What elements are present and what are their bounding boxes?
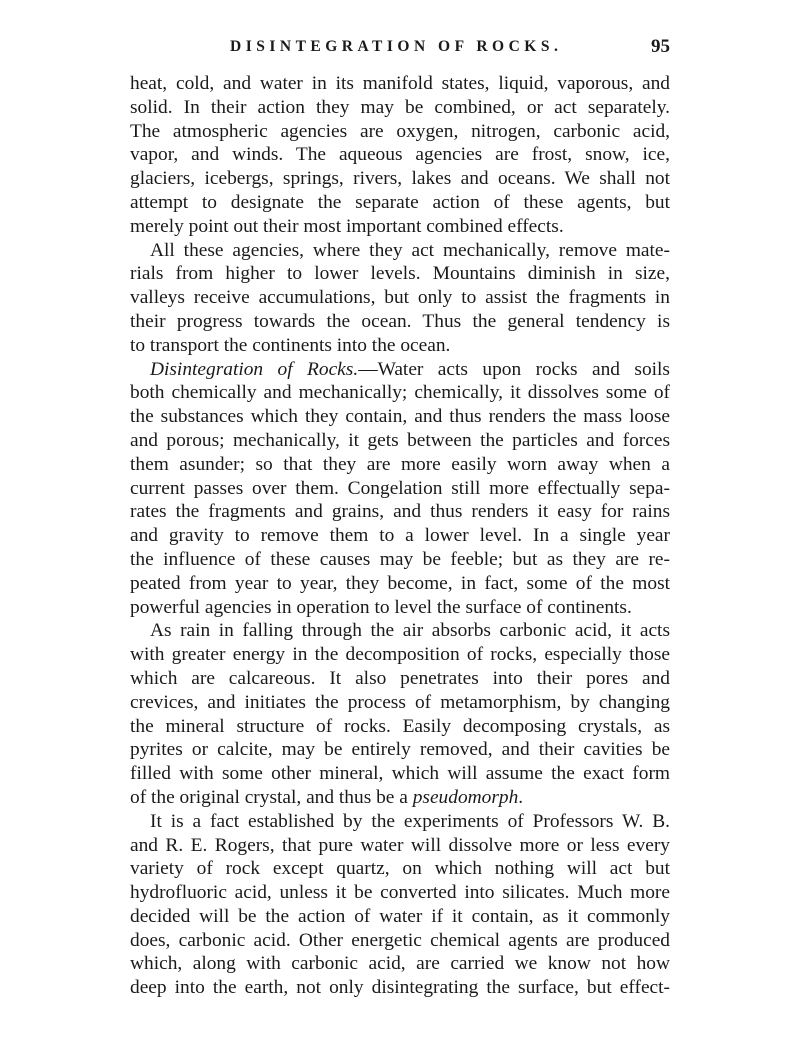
text-line: both chemically and mechanically; chemically, it dissolves some of (130, 382, 670, 404)
text-line: which, along with carbonic acid, are carried we know not how (130, 953, 670, 975)
text-line: All these agencies, where they act mechanically, remove mate- (150, 239, 670, 261)
text-line: solid. In their action they may be combined, or act separately. (130, 96, 670, 118)
text-line: It is a fact established by the experiments of Professors W. B. (150, 810, 670, 832)
paragraph (130, 358, 670, 620)
text-run: of the original crystal, and thus be a (130, 786, 413, 808)
paragraph (130, 619, 670, 809)
paragraph (130, 239, 670, 358)
body-text (130, 72, 670, 1000)
text-line: hydrofluoric acid, unless it be converted into silicates. Much more (130, 882, 670, 904)
text-line: does, carbonic acid. Other energetic chemical agents are produced (130, 929, 670, 951)
text-line: them asunder; so that they are more easily worn away when a (130, 453, 670, 475)
text-line: filled with some other mineral, which will assume the exact form (130, 763, 670, 785)
text-line: heat, cold, and water in its manifold states, liquid, vaporous, and (130, 73, 670, 94)
text-line: pyrites or calcite, may be entirely removed, and their cavities be (130, 739, 670, 761)
text-line: variety of rock except quartz, on which nothing will act but (130, 858, 670, 880)
text-line: decided will be the action of water if it contain, as it commonly (130, 905, 670, 927)
text-line: glaciers, icebergs, springs, rivers, lakes and oceans. We shall not (130, 168, 670, 190)
text-line: As rain in falling through the air absorbs carbonic acid, it acts (150, 620, 670, 642)
text-run: . (518, 786, 524, 808)
text-line: vapor, and winds. The aqueous agencies are frost, snow, ice, (130, 144, 670, 166)
paragraph (130, 810, 670, 1000)
text-line: and R. E. Rogers, that pure water will dissolve more or less every (130, 834, 670, 856)
text-line: with greater energy in the decomposition of rocks, especially those (130, 644, 670, 666)
text-line: crevices, and initiates the process of metamorphism, by changing (130, 691, 670, 713)
italic-term: pseudomorph (412, 786, 519, 808)
text-line: the substances which they contain, and thus renders the mass loose (130, 406, 670, 428)
paragraph (130, 72, 670, 239)
text-run: —Water acts upon rocks and soils (358, 358, 670, 380)
text-line: The atmospheric agencies are oxygen, nitrogen, carbonic acid, (130, 120, 670, 142)
text-line: powerful agencies in operation to level the surface of continents. (130, 596, 632, 618)
text-line: merely point out their most important combined effects. (130, 215, 564, 237)
text-line: and gravity to remove them to a lower level. In a single year (130, 525, 670, 547)
text-line: valleys receive accumulations, but only to assist the fragments in (130, 287, 670, 309)
text-line: attempt to designate the separate action of these agents, but (130, 191, 670, 213)
running-title: DISINTEGRATION OF ROCKS. (230, 38, 563, 55)
text-line: the influence of these causes may be feeble; but as they are re- (130, 548, 670, 570)
text-line (130, 786, 670, 810)
running-head (130, 38, 670, 72)
text-line: peated from year to year, they become, in fact, some of the most (130, 572, 670, 594)
text-line: their progress towards the ocean. Thus the general tendency is (130, 310, 670, 332)
page-number: 95 (651, 36, 670, 57)
text-line: the mineral structure of rocks. Easily decomposing crystals, as (130, 715, 670, 737)
text-line: current passes over them. Congelation still more effectually sepa- (130, 477, 670, 499)
text-line: rates the fragments and grains, and thus renders it easy for rains (130, 501, 670, 523)
text-line: to transport the continents into the ocean. (130, 334, 451, 356)
text-line: rials from higher to lower levels. Mountains diminish in size, (130, 263, 670, 285)
section-heading-italic: Disintegration of Rocks. (150, 358, 359, 380)
book-page (130, 38, 670, 1000)
text-line: and porous; mechanically, it gets between the particles and forces (130, 429, 670, 451)
text-line: which are calcareous. It also penetrates into their pores and (130, 667, 670, 689)
text-line: deep into the earth, not only disintegrating the surface, but effect- (130, 977, 670, 999)
text-line (130, 358, 670, 382)
